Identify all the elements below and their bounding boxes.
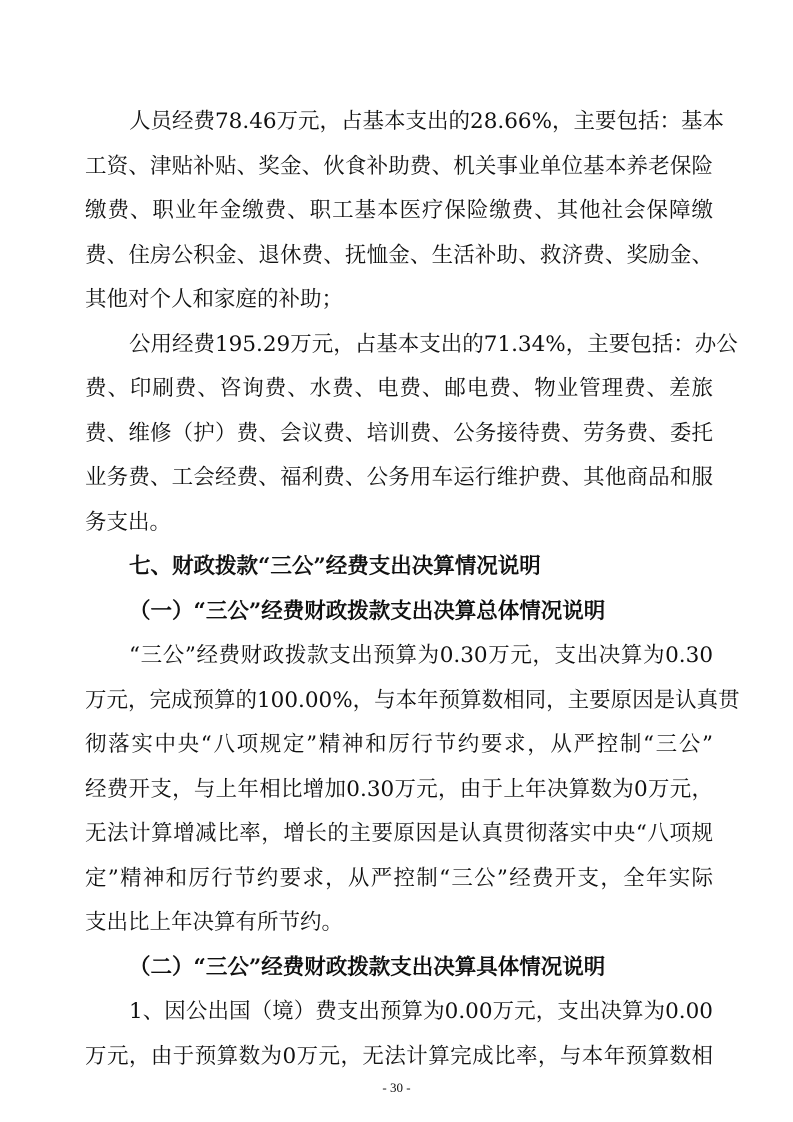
paragraph-line: 务支出。 — [85, 509, 172, 535]
paragraph-line: 人员经费78.46万元，占基本支出的28.66%，主要包括：基本 — [129, 109, 725, 134]
section-heading: 七、财政拨款“三公”经费支出决算情况说明 — [129, 554, 541, 579]
paragraph-line: 工资、津贴补贴、奖金、伙食补助费、机关事业单位基本养老保险 — [85, 153, 713, 179]
paragraph-line: 支出比上年决算有所节约。 — [85, 910, 344, 935]
paragraph-line: 定”精神和厉行节约要求，从严控制“三公”经费开支，全年实际 — [85, 865, 713, 891]
paragraph-line: “三公”经费财政拨款支出预算为0.30万元，支出决算为0.30 — [129, 643, 713, 668]
paragraph-line: 费、印刷费、咨询费、水费、电费、邮电费、物业管理费、差旅 — [85, 376, 713, 401]
page-number: - 30 - — [382, 1080, 411, 1095]
section-heading: （二）“三公”经费财政拨款支出决算具体情况说明 — [129, 954, 606, 980]
paragraph-line: 缴费、职业年金缴费、职工基本医疗保险缴费、其他社会保障缴 — [85, 198, 713, 223]
document-body — [85, 100, 740, 1079]
paragraph-line: 业务费、工会经费、福利费、公务用车运行维护费、其他商品和服 — [85, 465, 713, 490]
paragraph-line: 1、因公出国（境）费支出预算为0.00万元，支出决算为0.00 — [129, 999, 713, 1024]
paragraph-line: 费、住房公积金、退休费、抚恤金、生活补助、救济费、奖励金、 — [85, 242, 713, 268]
paragraph-line: 其他对个人和家庭的补助； — [85, 287, 344, 312]
paragraph-line: 费、维修（护）费、会议费、培训费、公务接待费、劳务费、委托 — [85, 420, 713, 446]
section-heading: （一）“三公”经费财政拨款支出决算总体情况说明 — [129, 598, 606, 624]
paragraph-line: 万元，完成预算的100.00%，与本年预算数相同，主要原因是认真贯 — [85, 687, 740, 713]
paragraph-line: 公用经费195.29万元，占基本支出的71.34%，主要包括：办公 — [129, 331, 738, 357]
paragraph-line: 无法计算增减比率，增长的主要原因是认真贯彻落实中央“八项规 — [85, 821, 713, 846]
paragraph-line: 经费开支，与上年相比增加0.30万元，由于上年决算数为0万元， — [85, 776, 713, 802]
paragraph-line: 万元，由于预算数为0万元，无法计算完成比率，与本年预算数相 — [85, 1043, 713, 1069]
paragraph-line: 彻落实中央“八项规定”精神和厉行节约要求，从严控制“三公” — [85, 732, 713, 757]
